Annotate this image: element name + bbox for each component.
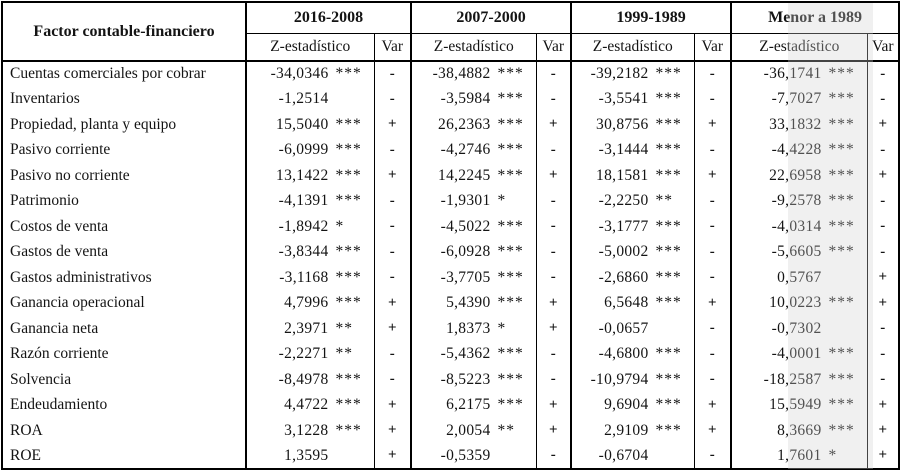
var-sign-cell: - [374,138,411,164]
z-value: 4,4722 [284,396,329,414]
z-value: 18,1581 [596,166,649,184]
var-sign-cell: - [867,189,899,215]
z-value: -4,1391 [278,192,329,210]
significance-stars: *** [828,192,855,210]
table-row [2,189,899,215]
z-statistic-cell [571,87,694,113]
z-value: -7,7027 [771,90,822,108]
period-header-1999-1989: 1999-1989 [571,2,731,34]
var-sign-cell: - [536,240,571,266]
var-sign-cell: + [867,163,899,189]
significance-stars: *** [828,345,855,363]
var-sign-cell: - [536,444,571,470]
z-value: -3,1777 [598,217,649,235]
z-statistic-cell [246,87,374,113]
var-sign-cell: + [867,393,899,419]
var-sign-cell: - [694,444,731,470]
var-sign-cell: + [536,418,571,444]
z-statistic-cell [411,240,536,266]
z-statistic-cell [411,342,536,368]
z-statistic-cell [571,418,694,444]
z-value: 3,1228 [284,421,329,439]
factor-cell: Patrimonio [10,192,79,210]
table-row [2,61,899,87]
z-value: 14,2245 [438,166,491,184]
z-value: -4,5022 [440,217,491,235]
var-sign-cell: + [536,393,571,419]
z-statistic-cell [731,393,867,419]
z-value: -1,8942 [278,217,329,235]
z-statistic-cell [571,214,694,240]
z-statistic-cell [731,138,867,164]
significance-stars: *** [655,90,682,108]
var-sign-cell: - [536,87,571,113]
z-statistic-cell [411,393,536,419]
z-statistic-cell [246,444,374,470]
factor-cell: Pasivo no corriente [10,166,130,184]
var-sign-cell: - [536,265,571,291]
var-sign-cell: + [867,291,899,317]
period-header-2007-2000: 2007-2000 [411,2,571,34]
z-value: -34,0346 [270,65,329,83]
var-sign-cell: + [374,393,411,419]
significance-stars: *** [655,294,682,312]
z-value: 2,9109 [604,421,649,439]
z-value: -2,2250 [598,192,649,210]
var-header: Var [536,34,571,62]
z-statistic-cell [571,316,694,342]
significance-stars: *** [497,217,524,235]
z-statistic-cell [571,163,694,189]
var-sign-cell: + [694,393,731,419]
z-value: 8,3669 [777,421,822,439]
significance-stars: *** [497,90,524,108]
var-header: Var [374,34,411,62]
significance-stars: *** [497,166,524,184]
var-sign-cell: + [694,291,731,317]
significance-stars: ** [497,421,516,439]
table-row [2,240,899,266]
var-sign-cell: - [694,214,731,240]
z-value: 33,1832 [769,115,822,133]
z-value: -3,7705 [440,268,491,286]
significance-stars: *** [497,370,524,388]
significance-stars: *** [497,294,524,312]
z-value: 22,6958 [769,166,822,184]
significance-stars: *** [828,421,855,439]
factor-cell: Costos de venta [10,217,109,235]
significance-stars: *** [655,421,682,439]
z-value: 5,4390 [446,294,491,312]
z-statistic-cell [731,189,867,215]
var-sign-cell: - [694,240,731,266]
significance-stars: *** [655,243,682,261]
var-sign-cell: + [694,418,731,444]
factor-cell: Ganancia operacional [10,294,145,312]
var-header: Var [694,34,731,62]
z-value: -3,8344 [278,243,329,261]
var-sign-cell: - [867,316,899,342]
z-statistic-cell [246,61,374,87]
var-sign-cell: + [374,291,411,317]
z-value: -0,0657 [598,319,649,337]
var-sign-cell: - [374,87,411,113]
var-sign-cell: - [374,61,411,87]
significance-stars: *** [828,90,855,108]
z-statistic-cell [411,189,536,215]
var-sign-cell: - [694,61,731,87]
z-statistic-cell [571,189,694,215]
z-value: 1,8373 [446,319,491,337]
z-value: -4,2746 [440,141,491,159]
factor-cell: Gastos de venta [10,243,109,261]
z-value: -3,5984 [440,90,491,108]
z-value: -2,6860 [598,268,649,286]
z-statistic-cell [246,291,374,317]
z-statistic-cell [731,87,867,113]
var-sign-cell: - [867,138,899,164]
z-value: 4,7996 [284,294,329,312]
significance-stars: *** [828,217,855,235]
z-value: 1,3595 [284,446,329,464]
table-row [2,138,899,164]
factor-cell: Propiedad, planta y equipo [10,115,177,133]
z-statistic-header: Z-estadístico [571,34,694,62]
table-row [2,444,899,470]
significance-stars: *** [335,370,362,388]
var-sign-cell: - [694,189,731,215]
z-value: 2,0054 [446,421,491,439]
var-sign-cell: - [694,265,731,291]
z-value: 10,0223 [769,294,822,312]
z-statistic-cell [411,316,536,342]
factor-cell: Gastos administrativos [10,268,152,286]
factor-cell: Pasivo corriente [10,141,111,159]
z-statistic-cell [411,138,536,164]
var-sign-cell: - [374,265,411,291]
table-row [2,393,899,419]
z-value: -4,0314 [771,217,822,235]
z-value: -9,2578 [771,192,822,210]
z-statistic-header: Z-estadístico [246,34,374,62]
z-value: 15,5040 [276,115,329,133]
z-statistic-cell [246,189,374,215]
significance-stars: *** [655,115,682,133]
z-statistic-cell [411,444,536,470]
z-statistic-cell [731,291,867,317]
z-statistic-cell [571,240,694,266]
z-value: -0,7302 [771,319,822,337]
var-sign-cell: - [374,189,411,215]
z-statistic-cell [411,87,536,113]
z-statistic-cell [246,418,374,444]
significance-stars: *** [655,370,682,388]
significance-stars: *** [335,294,362,312]
z-statistic-cell [731,418,867,444]
z-statistic-cell [246,265,374,291]
z-statistic-cell [246,214,374,240]
z-value: -39,2182 [590,65,649,83]
significance-stars: *** [497,141,524,159]
z-statistic-cell [731,240,867,266]
z-value: -2,2271 [278,345,329,363]
z-value: -10,9794 [590,370,649,388]
z-statistic-header: Z-estadístico [411,34,536,62]
z-statistic-cell [731,163,867,189]
z-statistic-cell [571,342,694,368]
z-value: -8,4978 [278,370,329,388]
z-value: 6,5648 [604,294,649,312]
z-statistic-cell [571,61,694,87]
table-row [2,265,899,291]
significance-stars: *** [655,268,682,286]
var-sign-cell: - [374,214,411,240]
var-sign-cell: - [536,214,571,240]
significance-stars: *** [335,65,362,83]
significance-stars: *** [335,166,362,184]
factor-cell: Razón corriente [10,345,109,363]
z-statistic-cell [571,265,694,291]
z-value: -5,0002 [598,243,649,261]
significance-stars: *** [497,65,524,83]
factor-cell: Inventarios [10,90,80,108]
var-sign-cell: - [694,138,731,164]
var-sign-cell: - [536,367,571,393]
z-value: -38,4882 [432,65,491,83]
var-sign-cell: - [867,240,899,266]
z-value: -4,6800 [598,345,649,363]
z-value: 9,6904 [604,396,649,414]
significance-stars: *** [497,396,524,414]
z-value: -0,5359 [440,446,491,464]
table-row [2,342,899,368]
z-statistic-cell [246,393,374,419]
z-statistic-cell [246,367,374,393]
var-sign-cell: - [374,367,411,393]
significance-stars: *** [655,65,682,83]
z-value: 26,2363 [438,115,491,133]
z-statistic-cell [411,291,536,317]
var-sign-cell: - [867,61,899,87]
significance-stars: *** [828,396,855,414]
z-value: -18,2587 [763,370,822,388]
table-row [2,112,899,138]
var-sign-cell: - [536,189,571,215]
z-statistic-cell [571,393,694,419]
var-sign-cell: + [536,163,571,189]
z-statistic-cell [411,163,536,189]
significance-stars: *** [335,141,362,159]
var-sign-cell: - [867,342,899,368]
z-value: 2,3971 [284,319,329,337]
var-sign-cell: - [867,87,899,113]
var-sign-cell: - [536,138,571,164]
var-sign-cell: + [867,112,899,138]
factor-cell: ROA [10,421,43,439]
var-sign-cell: + [694,163,731,189]
significance-stars: * [497,192,507,210]
table-row [2,87,899,113]
z-value: -3,5541 [598,90,649,108]
significance-stars: * [497,319,507,337]
table-row [2,418,899,444]
var-sign-cell: + [867,265,899,291]
significance-stars: *** [655,141,682,159]
z-value: -6,0999 [278,141,329,159]
group-header-row [2,2,899,34]
z-statistic-cell [411,214,536,240]
significance-stars: *** [335,396,362,414]
period-header-menor-1989: Menor a 1989 [731,2,899,34]
var-sign-cell: + [374,163,411,189]
significance-stars: ** [655,192,674,210]
z-value: -3,1168 [279,268,329,286]
significance-stars: * [335,217,345,235]
factor-z-statistic-table [1,1,900,470]
table-row [2,214,899,240]
z-statistic-cell [571,138,694,164]
significance-stars: *** [655,217,682,235]
z-value: 30,8756 [596,115,649,133]
z-statistic-cell [571,367,694,393]
z-statistic-cell [731,316,867,342]
var-sign-cell: - [536,342,571,368]
var-sign-cell: - [694,316,731,342]
significance-stars: *** [828,166,855,184]
z-statistic-cell [571,291,694,317]
var-sign-cell: - [694,87,731,113]
factor-cell: Endeudamiento [10,396,108,414]
z-value: -0,6704 [598,446,649,464]
var-sign-cell: - [694,367,731,393]
factor-cell: Ganancia neta [10,319,99,337]
table-row [2,163,899,189]
z-value: -4,4228 [771,141,822,159]
z-statistic-cell [246,240,374,266]
z-statistic-cell [731,367,867,393]
z-value: -5,6605 [771,243,822,261]
z-value: -5,4362 [440,345,491,363]
z-value: -8,5223 [440,370,491,388]
var-sign-cell: + [374,444,411,470]
z-value: 1,7601 [777,446,822,464]
table-row [2,367,899,393]
table-row [2,316,899,342]
var-sign-cell: + [536,316,571,342]
significance-stars: *** [655,166,682,184]
z-statistic-cell [731,112,867,138]
significance-stars: *** [497,115,524,133]
z-statistic-cell [246,163,374,189]
factor-cell: Solvencia [10,370,72,388]
z-value: 6,2175 [446,396,491,414]
z-statistic-cell [411,367,536,393]
var-sign-cell: + [536,291,571,317]
significance-stars: *** [828,243,855,261]
z-statistic-cell [411,265,536,291]
var-sign-cell: + [374,112,411,138]
significance-stars: *** [497,268,524,286]
factor-column-header: Factor contable-financiero [2,2,246,61]
table-body [2,61,899,469]
z-statistic-cell [731,342,867,368]
significance-stars: ** [335,319,353,337]
z-statistic-cell [246,138,374,164]
z-statistic-cell [731,265,867,291]
z-value: -36,1741 [763,65,822,83]
factor-cell: ROE [10,446,41,464]
z-statistic-cell [731,444,867,470]
significance-stars: *** [335,243,362,261]
z-statistic-table-page [0,1,900,471]
significance-stars: *** [828,141,855,159]
significance-stars: *** [497,345,524,363]
significance-stars: *** [335,115,362,133]
significance-stars: *** [655,396,682,414]
var-sign-cell: + [694,112,731,138]
z-statistic-cell [411,61,536,87]
z-value: 15,5949 [769,396,822,414]
var-sign-cell: + [374,418,411,444]
z-value: -1,9301 [440,192,491,210]
var-sign-cell: + [867,444,899,470]
var-sign-cell: - [867,367,899,393]
z-value: -4,0001 [771,345,822,363]
z-statistic-cell [246,316,374,342]
significance-stars: *** [497,243,524,261]
z-statistic-cell [246,112,374,138]
z-statistic-cell [731,61,867,87]
z-statistic-cell [246,342,374,368]
z-value: 0,5767 [777,268,822,286]
factor-cell: Cuentas comerciales por cobrar [10,65,206,83]
z-statistic-header: Z-estadístico [731,34,867,62]
var-sign-cell: + [867,418,899,444]
z-statistic-cell [571,444,694,470]
z-statistic-cell [571,112,694,138]
significance-stars: *** [828,370,855,388]
significance-stars: ** [335,345,353,363]
var-header: Var [867,34,899,62]
significance-stars: *** [828,294,855,312]
z-value: -1,2514 [278,90,329,108]
z-statistic-cell [411,418,536,444]
significance-stars: *** [335,192,362,210]
var-sign-cell: - [374,240,411,266]
significance-stars: *** [828,65,855,83]
var-sign-cell: + [536,112,571,138]
period-header-2016-2008: 2016-2008 [246,2,411,34]
z-value: -6,0928 [440,243,491,261]
significance-stars: *** [828,115,855,133]
significance-stars: *** [655,345,682,363]
var-sign-cell: + [374,316,411,342]
z-value: -3,1444 [598,141,649,159]
var-sign-cell: - [536,61,571,87]
significance-stars: *** [335,421,362,439]
table-row [2,291,899,317]
z-statistic-cell [411,112,536,138]
significance-stars: * [828,446,838,464]
var-sign-cell: - [374,342,411,368]
z-value: 13,1422 [276,166,329,184]
z-statistic-cell [731,214,867,240]
var-sign-cell: - [867,214,899,240]
significance-stars: *** [335,268,362,286]
var-sign-cell: - [694,342,731,368]
